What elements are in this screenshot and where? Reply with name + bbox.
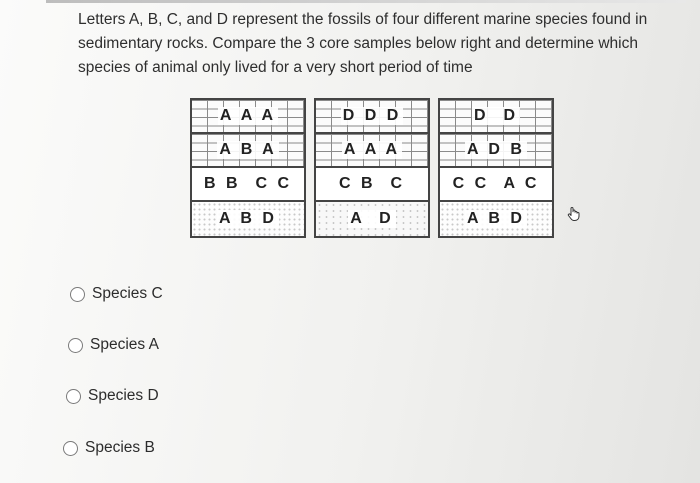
option-species-b[interactable] (63, 439, 155, 457)
hand-pointer-icon (566, 206, 582, 222)
core-sample-3 (438, 98, 554, 238)
core-3-layer-4-fossils: A B D (467, 210, 525, 227)
core-1-layer-3 (192, 168, 304, 202)
core-3-layer-1-fossils: D D (474, 107, 518, 124)
core-1-layer-1-fossils: A A A (219, 107, 277, 124)
core-2-layer-3 (316, 168, 428, 202)
question-text: Letters A, B, C, and D represent the fossils of four different marine species found in sedimentary rocks. Compare the 3 core samples below right and determine which species of animal only lived for a very short period of time (78, 11, 648, 76)
option-species-a[interactable] (68, 336, 159, 354)
core-2-layer-4-fossils: A D (350, 210, 394, 227)
core-3-layer-4 (440, 202, 552, 236)
core-sample-1 (190, 98, 306, 238)
core-1-layer-4-fossils: A B D (219, 210, 277, 227)
core-1-layer-3-fossils: B B C C (204, 175, 292, 192)
core-3-layer-3-fossils: C C A C (452, 175, 540, 192)
core-1-layer-2-fossils: A B A (219, 141, 277, 158)
radio-species-b[interactable] (63, 441, 78, 456)
core-2-layer-1-fossils: D D D (342, 107, 402, 124)
core-1-layer-4 (192, 202, 304, 236)
core-2-layer-3-fossils: C B C (339, 175, 405, 192)
option-species-a-label: Species A (90, 336, 159, 353)
core-2-layer-2 (316, 134, 428, 168)
option-species-d-label: Species D (88, 387, 159, 404)
core-1-layer-1 (192, 100, 304, 134)
radio-species-c[interactable] (70, 287, 85, 302)
core-3-layer-1 (440, 100, 552, 134)
option-species-b-label: Species B (85, 439, 155, 456)
core-1-layer-2 (192, 134, 304, 168)
radio-species-a[interactable] (68, 338, 83, 353)
core-samples (190, 98, 554, 238)
radio-species-d[interactable] (66, 389, 81, 404)
top-divider (46, 0, 686, 3)
core-3-layer-2-fossils: A D B (467, 141, 525, 158)
core-sample-2 (314, 98, 430, 238)
core-3-layer-3 (440, 168, 552, 202)
core-2-layer-1 (316, 100, 428, 134)
option-species-c[interactable] (70, 285, 163, 303)
core-2-layer-2-fossils: A A A (343, 141, 401, 158)
option-species-d[interactable] (66, 387, 159, 405)
core-3-layer-2 (440, 134, 552, 168)
option-species-c-label: Species C (92, 285, 163, 302)
core-2-layer-4 (316, 202, 428, 236)
